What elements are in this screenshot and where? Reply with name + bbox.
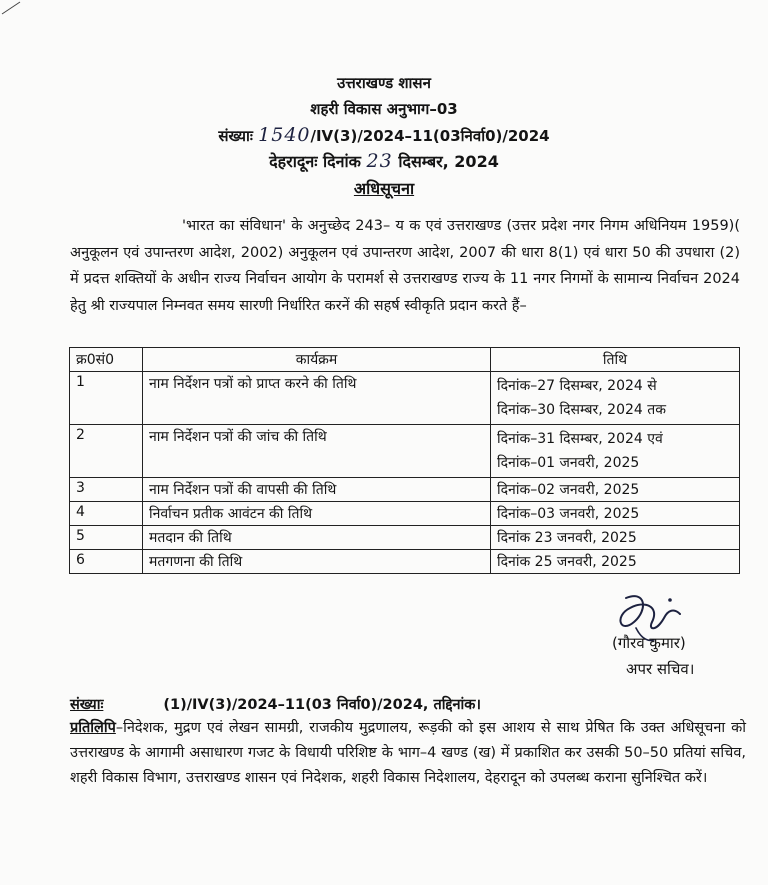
signatory-name: (गौरव कुमार) [612, 634, 686, 652]
table-row [70, 526, 740, 550]
reference-number-suffix: /IV(3)/2024–11(03निर्वा0)/2024 [310, 127, 550, 145]
table-row [70, 502, 740, 526]
row-program: मतदान की तिथि [143, 526, 491, 550]
row-date: दिनांक–02 जनवरी, 2025 [491, 478, 740, 502]
table-row [70, 372, 740, 425]
handwritten-date: 23 [366, 150, 393, 172]
issue-date-suffix: दिसम्बर, 2024 [398, 152, 499, 171]
notification-body: 'भारत का संविधान' के अनुच्छेद 243– य क एवं उत्तराखण्ड (उत्तर प्रदेश नगर निगम अधिनियम 1959)( अनुकूलन एवं उपान्तरण आदेश, 2002) अनुकूलन एवं उपान्तरण आदेश, 2007 की धारा 8(1) एवं धारा 50 की उपधारा (2) में प्रदत्त शक्तियों के अधीन राज्य निर्वाचन आयोग के परामर्श से उत्तराखण्ड राज्य के 11 नगर निगमों के सामान्य निर्वाचन 2024 हेतु श्री राज्यपाल निम्नवत समय सारणी निर्धारित करनें की सहर्ष स्वीकृति प्रदान करते हैं– [70, 218, 740, 314]
row-date [491, 372, 740, 425]
table-header-row [70, 348, 740, 372]
government-name: उत्तराखण्ड शासन [337, 74, 431, 92]
issue-date [0, 150, 768, 172]
copy-label: प्रतिलिपि [70, 720, 116, 736]
header-program: कार्यक्रम [143, 348, 491, 372]
reference-number-prefix: संख्याः [218, 127, 253, 145]
copy-reference [70, 694, 481, 714]
table-row [70, 425, 740, 478]
signatory-designation: अपर सचिव। [626, 660, 695, 678]
copy-text: –निदेशक, मुद्रण एवं लेखन सामग्री, राजकीय मुद्रणालय, रूड़की को इस आशय से साथ प्रेषित कि उक्त अधिसूचना को उत्तराखण्ड के आगामी असाधारण गजट के विधायी परिशिष्ट के भाग–4 खण्ड (ख) में प्रकाशित कर उसकी 50–50 प्रतियां सचिव, शहरी विकास विभाग, उत्तराखण्ड शासन एवं निदेशक, शहरी विकास निदेशालय, देहरादून को उपलब्ध कराना सुनिश्चित करें। [70, 720, 746, 786]
header-date: तिथि [491, 348, 740, 372]
row-program: मतगणना की तिथि [143, 550, 491, 574]
row-date-line2: दिनांक–30 दिसम्बर, 2024 तक [497, 402, 666, 418]
handwritten-number: 1540 [258, 124, 311, 146]
copy-reference-label: संख्याः [70, 697, 104, 713]
election-schedule-table [69, 347, 740, 574]
row-serial: 5 [70, 526, 143, 550]
row-date-line1: दिनांक–31 दिसम्बर, 2024 एवं [497, 431, 663, 447]
row-serial: 2 [70, 425, 143, 478]
copy-reference-number: (1)/IV(3)/2024–11(03 निर्वा0)/2024, तद्दिनांक। [163, 697, 481, 713]
table-row [70, 550, 740, 574]
row-date-line2: दिनांक–01 जनवरी, 2025 [497, 455, 640, 471]
row-program: नाम निर्देशन पत्रों को प्राप्त करने की तिथि [143, 372, 491, 425]
row-program: निर्वाचन प्रतीक आवंटन की तिथि [143, 502, 491, 526]
header-serial: क्र0सं0 [70, 348, 143, 372]
row-date: दिनांक–03 जनवरी, 2025 [491, 502, 740, 526]
issue-date-prefix: देहरादूनः दिनांक [269, 152, 361, 171]
row-serial: 6 [70, 550, 143, 574]
row-program: नाम निर्देशन पत्रों की वापसी की तिथि [143, 478, 491, 502]
table-row [70, 478, 740, 502]
page-fold-mark [0, 0, 60, 20]
signatory-block [612, 630, 694, 682]
row-date: दिनांक 23 जनवरी, 2025 [491, 526, 740, 550]
row-serial: 4 [70, 502, 143, 526]
row-date [491, 425, 740, 478]
row-program: नाम निर्देशन पत्रों की जांच की तिथि [143, 425, 491, 478]
row-serial: 3 [70, 478, 143, 502]
row-date: दिनांक 25 जनवरी, 2025 [491, 550, 740, 574]
copy-distribution [70, 716, 746, 791]
document-title: अधिसूचना [353, 179, 415, 198]
row-date-line1: दिनांक–27 दिसम्बर, 2024 से [497, 378, 657, 394]
row-serial: 1 [70, 372, 143, 425]
reference-number [0, 124, 768, 146]
section-name: शहरी विकास अनुभाग–03 [310, 100, 458, 118]
